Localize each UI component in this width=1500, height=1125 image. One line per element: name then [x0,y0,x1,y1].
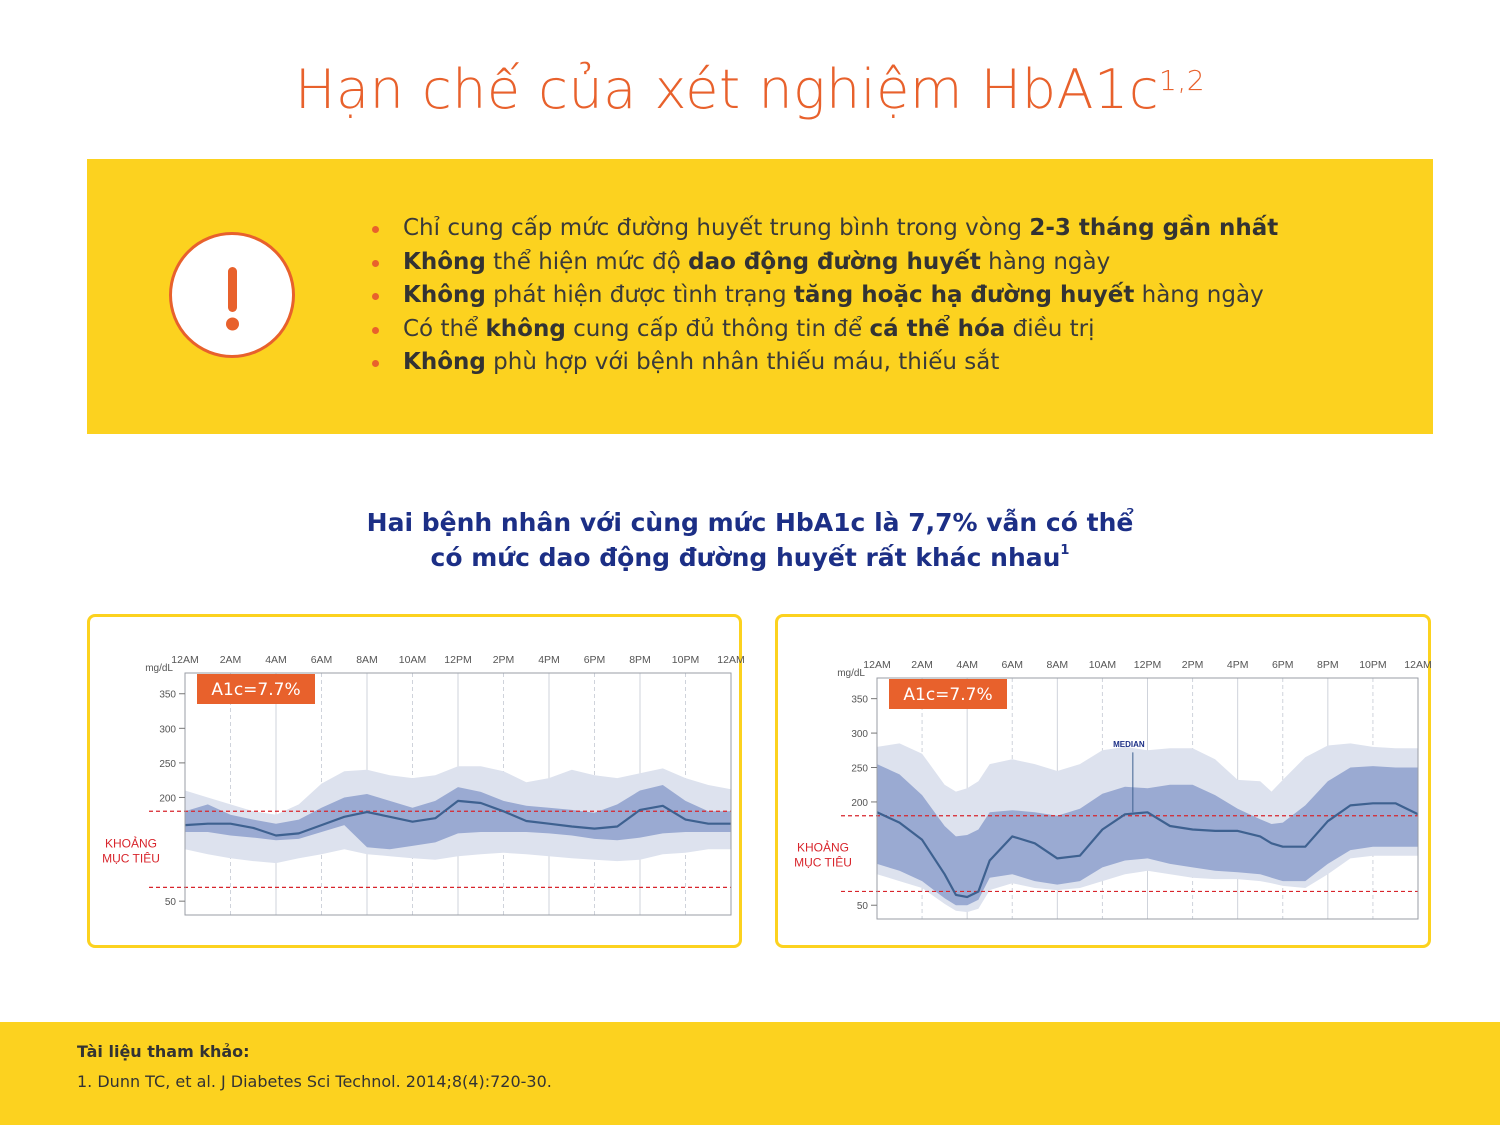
limitation-emphasis: tăng hoặc hạ đường huyết [793,282,1135,308]
y-tick-label: 200 [159,793,176,805]
title-citation: 1,2 [1159,64,1206,97]
references-title: Tài liệu tham khảo: [77,1042,250,1061]
limitation-text: điều trị [1005,315,1095,342]
warning-badge [169,232,295,358]
median-annotation: MEDIAN [1113,739,1145,749]
caption-citation: 1 [1060,543,1070,558]
exclamation-icon [172,235,292,355]
limitation-item [372,279,1278,313]
x-tick-label: 12AM [171,654,199,666]
page-title [0,58,1500,121]
y-axis-label: mg/dL [145,663,173,674]
target-range-label-line: KHOẢNG [104,836,158,851]
x-tick-label: 2AM [911,659,933,671]
x-tick-label: 12PM [444,654,472,666]
x-tick-label: 8PM [629,654,651,666]
limitations-list [372,212,1278,380]
x-tick-label: 4PM [1226,659,1249,671]
x-tick-label: 10PM [671,654,700,666]
limitation-item [372,346,1278,380]
limitation-text: Có thể [403,315,486,342]
x-tick-label: 12PM [1133,659,1162,671]
target-range-label-line: MỤC TIÊU [794,855,852,870]
x-tick-label: 12AM [717,654,745,666]
target-range-label [102,835,160,865]
limitation-text: thể hiện mức độ [485,248,689,275]
x-tick-label: 2AM [219,654,242,666]
chart-caption-line-1: Hai bệnh nhân với cùng mức HbA1c là 7,7% vẫn có thể [366,508,1134,537]
y-tick-label: 50 [164,897,176,909]
limitation-item [372,212,1278,246]
x-tick-label: 6PM [1271,659,1294,671]
reference-1: 1. Dunn TC, et al. J Diabetes Sci Technol. 2014;8(4):720-30. [77,1072,552,1091]
x-tick-label: 10PM [1359,659,1387,671]
a1c-badge-label: A1c=7.7% [903,685,993,705]
x-tick-label: 8PM [1317,659,1339,671]
chart-caption-line-2 [0,543,1500,572]
limitation-text: Chỉ cung cấp mức đường huyết trung bình trong vòng [403,215,1030,241]
a1c-badge-label: A1c=7.7% [211,680,301,700]
limitation-emphasis: Không [403,248,486,275]
y-tick-label: 250 [159,758,176,770]
x-tick-label: 4PM [538,654,560,666]
glucose-profile-chart-2 [778,617,1434,951]
limitation-text: cung cấp đủ thông tin để [565,315,870,342]
target-range-label-line: MỤC TIÊU [102,851,160,866]
glucose-profile-chart-1 [90,617,745,951]
y-tick-label: 200 [851,797,868,809]
x-tick-label: 4AM [265,654,287,666]
limitation-text: phù hợp với bệnh nhân thiếu máu, thiếu sắt [485,349,1000,375]
x-tick-label: 8AM [1046,659,1069,671]
x-tick-label: 8AM [356,654,378,666]
limitation-emphasis: cá thể hóa [869,315,1006,342]
limitation-emphasis: Không [403,349,486,375]
y-tick-label: 350 [851,694,868,706]
limitation-emphasis: không [485,315,566,342]
limitation-text: phát hiện được tình trạng [485,282,794,308]
limitation-text: hàng ngày [1134,282,1264,308]
x-tick-label: 6AM [1001,659,1024,671]
target-range-label [794,840,852,870]
x-tick-label: 10AM [398,654,427,666]
y-tick-label: 250 [851,763,868,775]
x-tick-label: 6PM [583,654,606,666]
target-range-label-line: KHOẢNG [796,840,850,855]
y-axis-label: mg/dL [837,668,865,679]
x-tick-label: 2PM [492,654,515,666]
y-tick-label: 50 [856,901,868,913]
limitation-item [372,313,1278,347]
x-tick-label: 10AM [1088,659,1117,671]
limitation-emphasis: 2-3 tháng gần nhất [1029,215,1279,241]
limitation-item [372,246,1278,280]
x-tick-label: 12AM [1404,659,1432,671]
x-tick-label: 6AM [310,654,333,666]
limitation-emphasis: Không [403,282,486,308]
y-tick-label: 300 [851,729,868,741]
x-tick-label: 12AM [863,659,891,671]
y-tick-label: 300 [159,724,176,736]
y-tick-label: 350 [159,689,176,701]
chart-caption-line-2-text: có mức dao động đường huyết rất khác nhau [430,543,1061,572]
x-tick-label: 2PM [1181,659,1204,671]
chart-panel-patient-2 [775,614,1431,948]
page-title-text: Hạn chế của xét nghiệm HbA1c [294,58,1160,121]
limitation-text: hàng ngày [980,248,1111,275]
x-tick-label: 4AM [956,659,978,671]
limitation-emphasis: dao động đường huyết [688,248,981,275]
chart-panel-patient-1 [87,614,745,948]
